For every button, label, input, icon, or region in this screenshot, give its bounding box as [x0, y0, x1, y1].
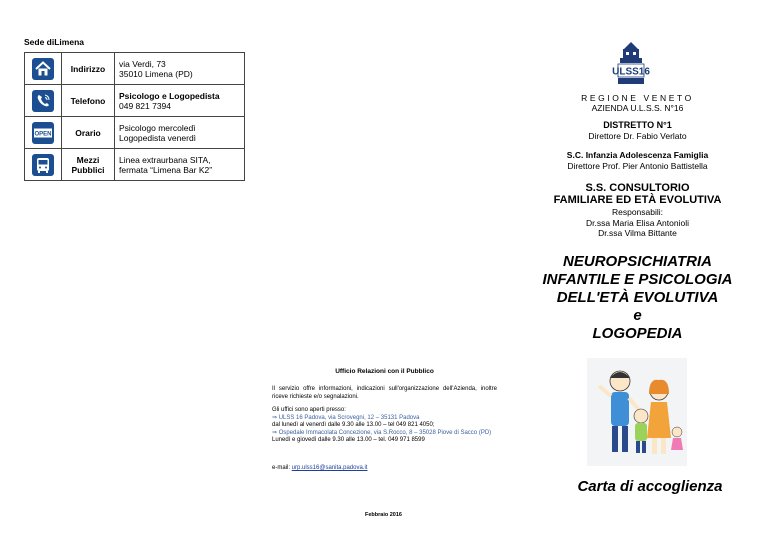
svg-text:OPEN: OPEN — [34, 131, 52, 138]
main-title: NEUROPSICHIATRIA INFANTILE E PSICOLOGIA DELL'ETÀ EVOLUTIVA e LOGOPEDIA — [542, 253, 733, 342]
email-link[interactable]: urp.ulss16@sanita.padova.it — [291, 465, 368, 471]
urp-offices: Gli uffici sono aperti presso: ⇒ ULSS 16 Padova, via Scrovegni, 12 – 35131 Padova dal lunedì al venerdì dalle 9.30 alle 13.00 – tel 049 821 4050; ⇒ Ospedale Immacolata Concezione, via S.Rocco, 8 – 35028 Piove di Sacco (PD) Lunedì e giovedì dalle 9.30 alle 13.00 – tel. 049 971 8599 — [272, 407, 492, 443]
sc-direttore-label: Direttore Prof. Pier Antonio Battistella — [567, 161, 708, 171]
distretto-label: DISTRETTO N°1 — [603, 120, 672, 130]
table-row — [25, 85, 245, 117]
bus-icon — [32, 154, 54, 176]
region-label: REGIONE VENETO — [581, 93, 694, 103]
ss-title-line1: S.S. CONSULTORIO — [585, 182, 690, 194]
urp-email: e-mail: urp.ulss16@sanita.padova.it — [272, 465, 368, 471]
sc-label: S.C. Infanzia Adolescenza Famiglia — [566, 150, 709, 160]
table-value: Linea extraurbana SITA, fermata “Limena Bar K2” — [115, 149, 245, 181]
table-row — [25, 117, 245, 149]
responsabili-block: Responsabili: Dr.ssa Maria Elisa Antonioli Dr.ssa Vilma Bittante — [586, 207, 689, 238]
urp-description: Il servizio offre informazioni, indicazioni sull'organizzazione dell'Azienda, inoltre riceve richieste e/o segnalazioni. — [272, 386, 497, 400]
table-value: Psicologo e Logopedista 049 821 7394 — [115, 85, 245, 117]
table-label: Mezzi Pubblici — [62, 149, 115, 181]
info-table — [24, 52, 245, 181]
direttore-label: Direttore Dr. Fabio Verlato — [588, 131, 687, 141]
table-row — [25, 149, 245, 181]
phone-icon — [32, 90, 54, 112]
ss-title-line2: FAMILIARE ED ETÀ EVOLUTIVA — [553, 194, 722, 206]
urp-title: Ufficio Relazioni con il Pubblico — [335, 368, 434, 375]
table-label: Telefono — [62, 85, 115, 117]
open-sign-icon — [32, 122, 54, 144]
family-illustration — [587, 358, 687, 466]
sede-title: Sede diLimena — [24, 37, 84, 47]
carta-title: Carta di accoglienza — [577, 478, 723, 495]
table-label: Indirizzo — [62, 53, 115, 85]
azienda-label: AZIENDA U.L.S.S. N°16 — [591, 103, 684, 113]
table-row — [25, 53, 245, 85]
table-value: Psicologo mercoledì Logopedista venerdì — [115, 117, 245, 149]
ulss-logo — [614, 40, 648, 88]
svg-text:ULSS16: ULSS16 — [612, 66, 650, 78]
date-label: Febbraio 2016 — [365, 512, 402, 518]
table-label: Orario — [62, 117, 115, 149]
table-value: via Verdi, 73 35010 Limena (PD) — [115, 53, 245, 85]
home-icon — [32, 58, 54, 80]
